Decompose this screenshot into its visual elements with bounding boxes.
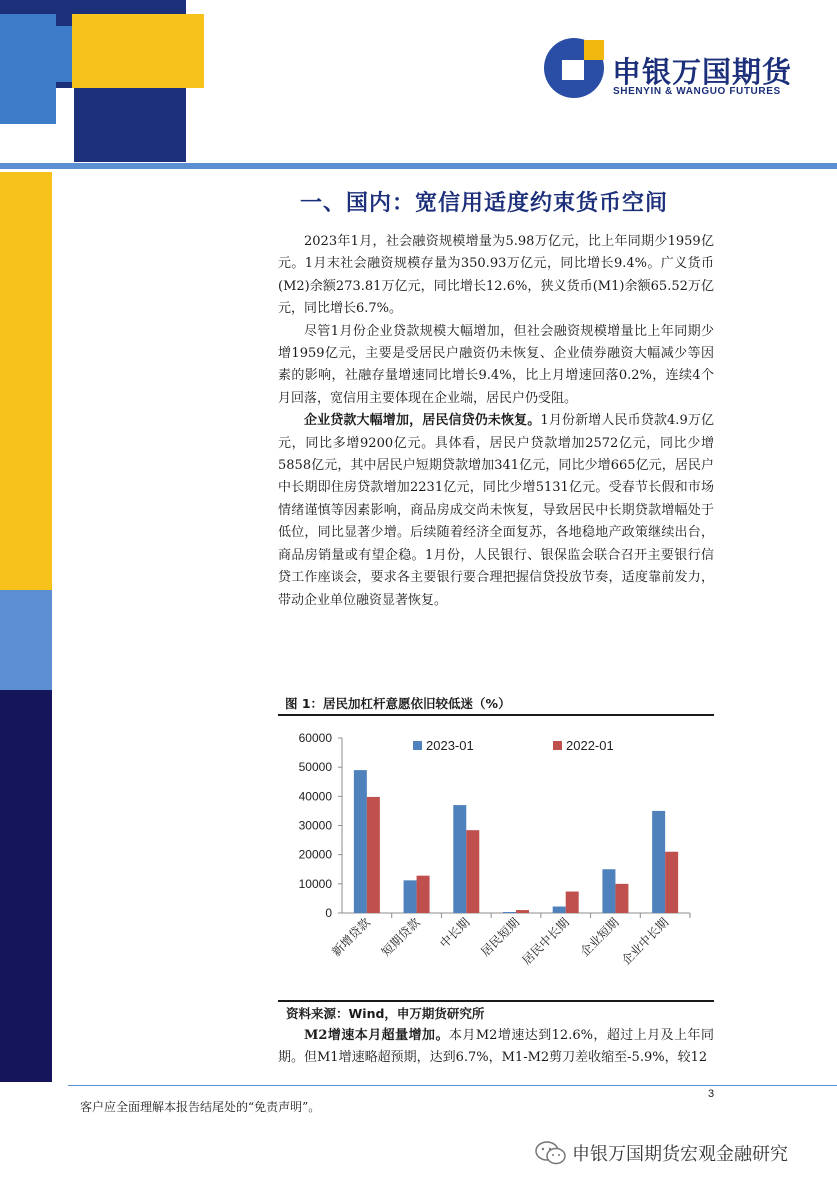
figure-source: 资料来源：Wind，申万期货研究所 [286, 1006, 485, 1021]
bar-series-2 [367, 797, 380, 913]
y-tick-label: 10000 [298, 876, 332, 891]
page-number: 3 [708, 1088, 715, 1100]
legend-label: 2022-01 [566, 738, 614, 753]
bar-series-1 [503, 912, 516, 913]
brand-name-en: SHENYIN & WANGUO FUTURES [613, 86, 781, 97]
header-rule [0, 163, 837, 169]
x-tick-label: 企业短期 [577, 915, 622, 960]
paragraph-text: 1月份新增人民币贷款4.9万亿元，同比多增9200亿元。具体看，居民户贷款增加2572亿元，同比少增5858亿元，其中居民户短期贷款增加341亿元，同比少增665亿元，居民户中长期即住房贷款增加2231亿元，同比少增5131亿元。受春节长假和市场情绪谨慎等因素影响，商品房成交尚未恢复，导致居民中长期贷款增幅处于低位，同比显著少增。后续随着经济全面复苏，各地稳地产政策继续出台，商品房销量或有望企稳。1月份，人民银行、银保监会联合召开主要银行信贷工作座谈会，要求各主要银行要合理把握信贷投放节奏，适度靠前发力，带动企业单位融资显著恢复。 [278, 413, 714, 608]
paragraph-text: 本月M2增速达到12.6%，超过上月及上年同期。但M1增速略超预期，达到6.7%，M1-M2剪刀差收缩至-5.9%，较12 [278, 1028, 715, 1066]
x-tick-label: 新增贷款 [329, 915, 373, 960]
y-tick-label: 0 [325, 906, 332, 920]
bar-series-1 [602, 869, 615, 913]
logo-mark-yellow-square [584, 40, 604, 60]
bar-series-1 [354, 770, 367, 913]
figure-rule-top [278, 714, 714, 716]
y-tick-label: 20000 [298, 847, 332, 862]
bar-series-1 [453, 805, 466, 913]
footer-rule [68, 1085, 837, 1086]
disclaimer: 客户应全面理解本报告结尾处的“免责声明”。 [80, 1100, 321, 1114]
section-title: 一、国内：宽信用适度约束货币空间 [300, 191, 669, 216]
y-tick-label: 60000 [298, 731, 332, 745]
paragraph-1 [278, 231, 714, 321]
header-blue-block-2 [36, 26, 72, 82]
x-tick-label: 中长期 [437, 915, 473, 951]
body-text [278, 231, 714, 612]
paragraph-lead: M2增速本月超量增加。 [304, 1028, 449, 1043]
paragraph-2 [278, 321, 714, 411]
header-white-gap-2 [0, 124, 56, 162]
bar-series-1 [553, 906, 566, 913]
bar-series-2 [466, 830, 479, 913]
legend-swatch [413, 741, 422, 750]
logo-mark-white-square [562, 60, 584, 80]
y-tick-label: 50000 [298, 760, 332, 775]
x-tick-label: 企业中长期 [618, 915, 672, 968]
bar-series-2 [566, 892, 579, 913]
body-text-continued [278, 1025, 714, 1070]
paragraph-text: 尽管1月份企业贷款规模大幅增加，但社会融资规模增量比上年同期少增1959亿元，主要是受居民户融资仍未恢复、企业债券融资大幅减少等因素的影响，社融存量增速同比增长9.4%，比上月增速回落0.2%，连续4个月回落，宽信用主要体现在企业端，居民户仍受阻。 [278, 323, 714, 406]
bar-chart [278, 718, 714, 1000]
header-yellow-block [72, 14, 204, 88]
bar-series-2 [417, 876, 430, 913]
figure-title: 图 1：居民加杠杆意愿依旧较低迷（%） [285, 696, 511, 711]
y-tick-label: 30000 [298, 818, 332, 833]
paragraph-text: 2023年1月，社会融资规模增量为5.98万亿元，比上年同期少1959亿元。1月末社会融资规模存量为350.93万亿元，同比增长9.4%。广义货币(M2)余额273.81万亿元，同比增长12.6%，狭义货币(M1)余额65.52万亿元，同比增长6.7%。 [278, 234, 714, 317]
bar-series-1 [652, 811, 665, 913]
watermark-text: 申银万国期货宏观金融研究 [572, 1144, 788, 1165]
header-white-gap [56, 88, 74, 162]
side-band-navy [0, 690, 52, 1082]
side-band-blue [0, 590, 52, 690]
bar-series-2 [665, 852, 678, 913]
bar-series-2 [516, 910, 529, 913]
side-band-yellow [0, 172, 52, 590]
legend-swatch [553, 741, 562, 750]
bar-series-2 [615, 884, 628, 913]
figure-rule-bottom [278, 1000, 714, 1002]
paragraph-3 [278, 410, 714, 612]
y-tick-label: 40000 [298, 789, 332, 804]
legend-label: 2023-01 [426, 738, 474, 753]
paragraph-4 [278, 1025, 714, 1070]
paragraph-lead: 企业贷款大幅增加，居民信贷仍未恢复。 [304, 413, 541, 429]
x-tick-label: 短期贷款 [378, 915, 423, 960]
x-tick-label: 居民中长期 [519, 915, 572, 968]
wechat-icon [534, 1140, 568, 1166]
brand-name-cn: 申银万国期货 [612, 55, 793, 89]
bar-series-1 [404, 880, 417, 913]
x-tick-label: 居民短期 [478, 915, 523, 960]
